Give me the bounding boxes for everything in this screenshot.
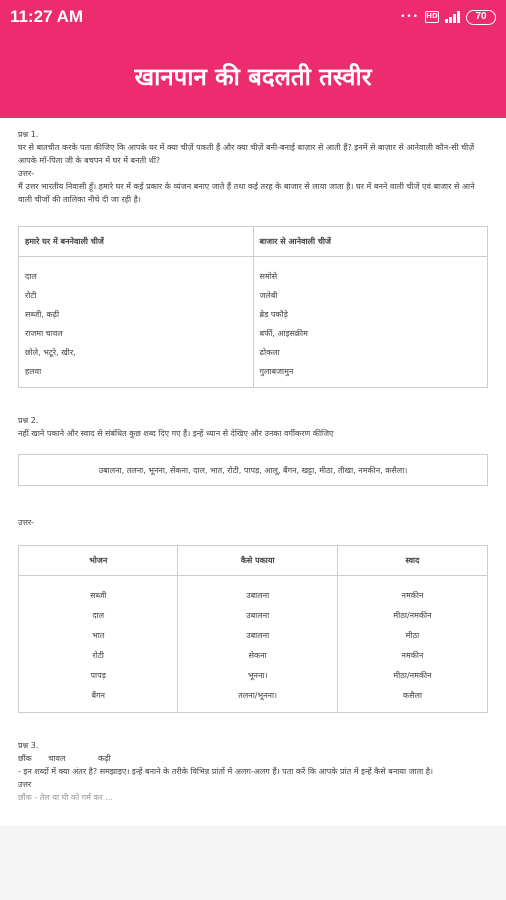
- table-cell: बर्फी, आइसक्रीम: [259, 329, 308, 338]
- table-cell: ढोकला: [259, 348, 280, 357]
- battery-icon: 70: [466, 10, 496, 25]
- table-cell: छोले, भटूरे, खीर,: [25, 348, 76, 357]
- q1-label: प्रश्न 1.: [18, 130, 39, 139]
- signal-icon: [445, 11, 460, 23]
- q1-table: [18, 226, 488, 388]
- table-cell: उबालना: [246, 591, 270, 600]
- table-cell: मीठा/नमकीन: [393, 671, 432, 680]
- q3-word: छौंक: [18, 754, 32, 763]
- table-cell: पापड़: [90, 671, 106, 680]
- table-cell: भात: [92, 631, 105, 640]
- status-bar: [0, 0, 506, 34]
- table-cell: सब्जी, कढ़ी: [25, 310, 60, 319]
- q1-table-header-home: हमारे घर में बननेवाली चीजें: [19, 227, 254, 257]
- table-cell: तलना/भूनना।: [238, 691, 278, 700]
- notification-dots-icon: •••: [400, 12, 419, 22]
- table-cell: रोटी: [25, 291, 37, 300]
- q2-label: प्रश्न 2.: [18, 416, 39, 425]
- article-content[interactable]: [0, 118, 506, 826]
- table-cell: सेकना: [248, 651, 267, 660]
- status-icons: [400, 10, 496, 25]
- q1-text: घर से बातचीत करके पता कीजिए कि आपके घर में क्या चीज़ें पकती हैं और क्या चीज़ें बनी-बनाई बाज़ार से आती हैं? इनमें से बाज़ार से आनेवाली कौन-सी चीज़ें आपके माँ-पिता जी के बचपन में घर में बनती थीं?: [18, 143, 475, 165]
- q2-text: नहीं खाने पकाने और स्वाद से संबंधित कुछ शब्द दिए गए हैं। इन्हें ध्यान से देखिए और उनका वर्गीकरण कीजिए: [18, 429, 334, 438]
- table-cell: गुलाबजामुन: [259, 367, 294, 376]
- table-cell: मीठा/नमकीन: [393, 611, 432, 620]
- table-cell: उबालना: [246, 631, 270, 640]
- q2-table-header-method: कैसे पकाया: [178, 546, 337, 576]
- q2-table: [18, 545, 488, 713]
- q2-table-header-taste: स्वाद: [337, 546, 487, 576]
- table-cell: नमकीन: [401, 591, 424, 600]
- table-cell: भूनना।: [247, 671, 268, 680]
- table-cell: जलेबी: [259, 291, 278, 300]
- table-cell: हलवा: [25, 367, 42, 376]
- table-cell: कसैला: [402, 691, 422, 700]
- volte-icon: HD: [425, 11, 439, 23]
- q1-answer-label: उत्तर-: [18, 169, 35, 178]
- page-title: खानपान की बदलती तस्वीर: [134, 62, 372, 91]
- table-cell: सब्जी: [90, 591, 107, 600]
- q1-answer: मैं उत्तर भारतीय निवासी हूँ। हमारे घर में कई प्रकार के व्यंजन बनाए जाते हैं तथा कई तरह के बाजार से लाया जाता है। घर में बनने वाली चीजें एवं बाजार से आने वाली चीजों की तालिका नीचे दी जा रही है।: [18, 182, 475, 204]
- app-header: [0, 34, 506, 118]
- table-cell: राजमा चावल: [25, 329, 63, 338]
- q3-words: [18, 752, 488, 765]
- table-cell: ब्रेड पकौड़े: [259, 310, 288, 319]
- table-cell: मीठा: [405, 631, 420, 640]
- table-cell: समोसे: [259, 272, 278, 281]
- q3-label: प्रश्न 3.: [18, 741, 39, 750]
- q3-answer-label: उत्तर: [18, 780, 32, 789]
- q2-table-header-food: भोजन: [19, 546, 178, 576]
- bottom-blank-area: [0, 826, 506, 900]
- table-cell: दाल: [92, 611, 105, 620]
- status-time: 11:27 AM: [10, 7, 84, 26]
- q3-word: चावल: [48, 754, 66, 763]
- q3-text: - इन शब्दों में क्या अंतर है? समझाइए। इन्हें बनाने के तरीके विभिन्न प्रांतों में अलग-अलग हैं। पता करें कि आपके प्रांत में इन्हें कैसे बनाया जाता है।: [18, 767, 434, 776]
- table-cell: नमकीन: [401, 651, 424, 660]
- q2-answer-label: उत्तर-: [18, 518, 35, 527]
- q3-partial-text: छौंक - तेल या घी को गर्म कर ...: [18, 793, 114, 802]
- table-cell: रोटी: [92, 651, 104, 660]
- q1-table-header-market: बाजार से आनेवाली चीजें: [253, 227, 488, 257]
- table-cell: दाल: [25, 272, 37, 281]
- q2-word-box: उबालना, तलना, भूनना, सेंकना, दाल, भात, रोटी, पापड़, आलू, बैंगन, खट्टा, मीठा, तीखा, नमकीन, कसैला।: [18, 454, 488, 486]
- q3-word: कढ़ी: [97, 754, 111, 763]
- table-cell: उबालना: [246, 611, 270, 620]
- table-cell: बैंगन: [91, 691, 105, 700]
